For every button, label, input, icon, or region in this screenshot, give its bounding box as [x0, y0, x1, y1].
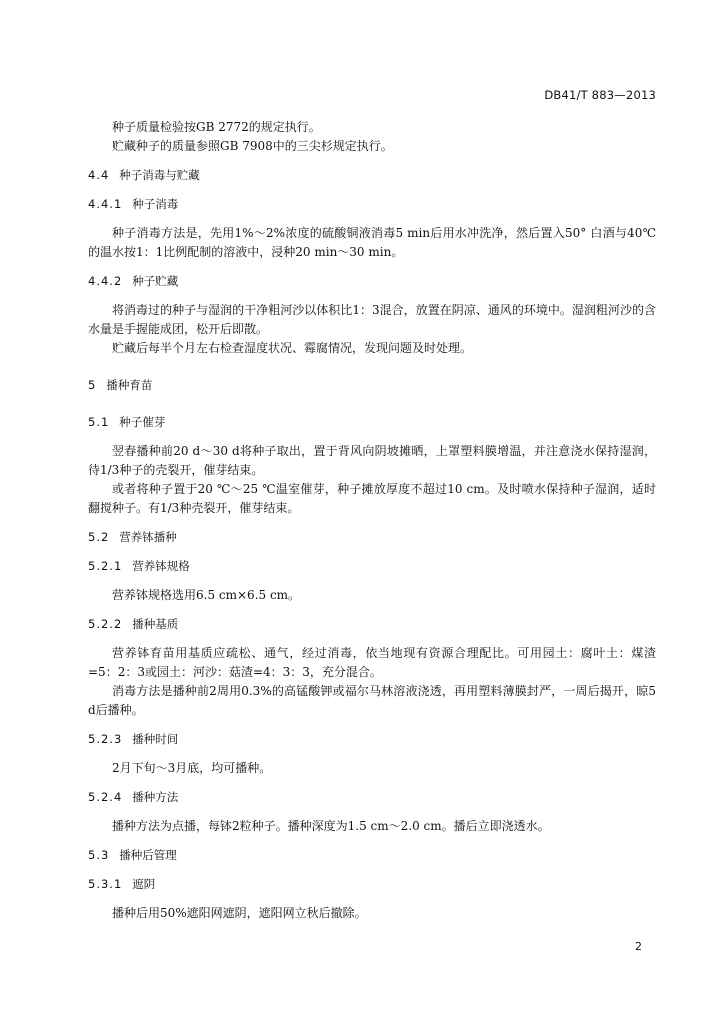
section-title: 遮阴 [132, 877, 156, 891]
section-title: 播种育苗 [106, 378, 153, 392]
subsection-heading [88, 195, 656, 214]
paragraph: 或者将种子置于20 ℃～25 ℃温室催芽，种子摊放厚度不超过10 cm。及时喷水保持种子湿润，适时翻搅种子。有1/3种壳裂开，催芽结束。 [88, 482, 656, 515]
section-number: 5.2.2 [88, 617, 123, 631]
section-title: 种子贮藏 [132, 274, 179, 288]
section-number: 5.2.4 [88, 790, 123, 804]
section-number: 4.4 [88, 168, 110, 182]
subsection-heading [88, 615, 656, 634]
section-heading [88, 846, 656, 865]
section-number: 5.2 [88, 530, 110, 544]
section-heading [88, 528, 656, 547]
paragraph: 贮藏种子的质量参照GB 7908中的三尖杉规定执行。 [112, 139, 393, 153]
section-number: 4.4.2 [88, 274, 123, 288]
section-heading [88, 166, 656, 185]
section-title: 营养钵规格 [132, 559, 190, 573]
paragraph: 营养钵规格选用6.5 cm×6.5 cm。 [112, 588, 301, 602]
paragraph: 将消毒过的种子与湿润的干净粗河沙以体积比1：3混合，放置在阴凉、通风的环境中。湿润粗河沙的含水量是手握能成团，松开后即散。 [88, 303, 656, 336]
section-heading [88, 413, 656, 432]
paragraph: 2月下旬～3月底，均可播种。 [112, 761, 272, 775]
paragraph: 消毒方法是播种前2周用0.3%的高锰酸钾或福尔马林溶液浇透，再用塑料薄膜封严，一周后揭开，晾5 d后播种。 [88, 684, 656, 717]
chapter-heading [88, 376, 656, 395]
section-title: 种子消毒与贮藏 [119, 168, 200, 182]
paragraph: 播种后用50%遮阳网遮阴，遮阳网立秋后撤除。 [112, 906, 367, 920]
section-title: 播种方法 [132, 790, 179, 804]
section-title: 营养钵播种 [119, 530, 177, 544]
subsection-heading [88, 730, 656, 749]
section-title: 播种后管理 [119, 848, 177, 862]
paragraph: 种子质量检验按GB 2772的规定执行。 [112, 120, 321, 134]
section-title: 种子消毒 [132, 197, 179, 211]
section-title: 播种基质 [132, 617, 179, 631]
paragraph: 播种方法为点播，每钵2粒种子。播种深度为1.5 cm～2.0 cm。播后立即浇透水。 [112, 819, 550, 833]
section-number: 5.3 [88, 848, 110, 862]
section-number: 5.2.3 [88, 732, 123, 746]
standard-code: DB41/T 883—2013 [544, 88, 656, 102]
section-title: 播种时间 [132, 732, 179, 746]
document-body [88, 118, 656, 923]
section-number: 5 [88, 378, 97, 392]
paragraph: 营养钵育苗用基质应疏松、通气，经过消毒，依当地现有资源合理配比。可用园土：腐叶土：煤渣=5：2：3或园土：河沙：菇渣=4：3：3，充分混合。 [88, 646, 656, 679]
section-title: 种子催芽 [119, 415, 166, 429]
paragraph: 贮藏后每半个月左右检查湿度状况、霉腐情况，发现问题及时处理。 [112, 341, 473, 355]
paragraph: 种子消毒方法是，先用1%～2%浓度的硫酸铜液消毒5 min后用水冲洗净，然后置入50° 白酒与40℃的温水按1：1比例配制的溶液中，浸种20 min～30 min。 [88, 226, 656, 259]
section-number: 5.2.1 [88, 559, 123, 573]
subsection-heading [88, 875, 656, 894]
page-number: 2 [635, 940, 642, 953]
section-number: 4.4.1 [88, 197, 123, 211]
subsection-heading [88, 788, 656, 807]
section-number: 5.3.1 [88, 877, 123, 891]
paragraph: 翌春播种前20 d～30 d将种子取出，置于背风向阴坡摊晒，上罩塑料膜增温，并注意浇水保持湿润，待1/3种子的壳裂开，催芽结束。 [88, 444, 656, 477]
section-number: 5.1 [88, 415, 110, 429]
subsection-heading [88, 272, 656, 291]
subsection-heading [88, 557, 656, 576]
